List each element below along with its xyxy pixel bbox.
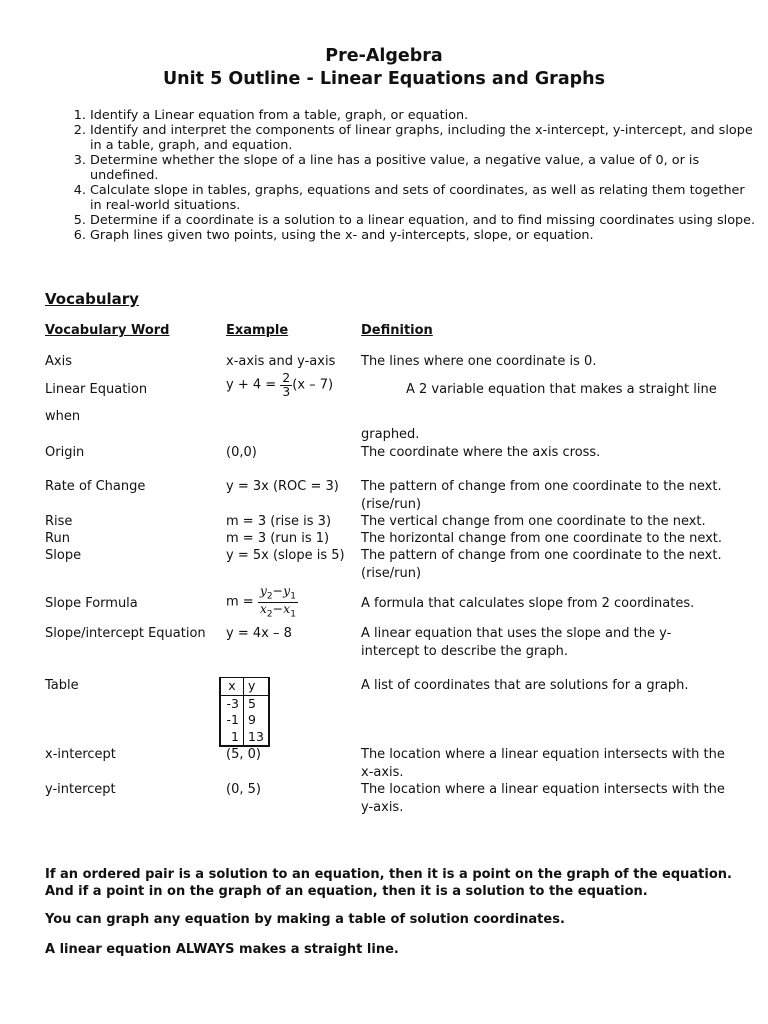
example-suffix: (x – 7): [292, 377, 334, 393]
vocab-word: Axis: [45, 354, 72, 369]
table-cell-x: -1: [220, 712, 244, 729]
objectives-list: [48, 108, 760, 243]
objective-item: 6. Graph lines given two points, using the x- and y-intercepts, slope, or equation.: [90, 228, 760, 243]
column-header-word: Vocabulary Word: [45, 323, 170, 338]
table-row: [220, 695, 269, 712]
vocab-definition: The vertical change from one coordinate to the next.: [361, 514, 706, 529]
fraction-denominator: 3: [282, 383, 291, 399]
table-row: [220, 712, 269, 729]
table-cell-x: -3: [220, 695, 244, 712]
vocab-definition: The pattern of change from one coordinate to the next. (rise/run): [361, 479, 722, 512]
objective-item: 5. Determine if a coordinate is a solution to a linear equation, and to find missing coordinates using slope.: [90, 213, 760, 228]
vocab-example: y = 4x – 8: [226, 626, 292, 641]
objective-item: 3. Determine whether the slope of a line has a positive value, a negative value, a value of 0, or is undefined.: [90, 153, 760, 183]
vocab-example: [226, 372, 333, 398]
page-subtitle: Unit 5 Outline - Linear Equations and Graphs: [162, 69, 606, 89]
vocab-word: Table: [45, 678, 79, 693]
vocab-definition: A list of coordinates that are solutions for a graph.: [361, 678, 689, 693]
vocab-definition: The lines where one coordinate is 0.: [361, 354, 597, 369]
table-cell-x: 1: [220, 729, 244, 747]
vocab-definition-continued: graphed.: [361, 427, 420, 442]
vocab-word: Rise: [45, 514, 73, 529]
table-header-row: [220, 678, 269, 696]
vocab-word: x-intercept: [45, 747, 116, 762]
table-cell-y: 5: [248, 695, 256, 711]
vocab-example: (5, 0): [226, 747, 261, 762]
vocab-definition: The coordinate where the axis cross.: [361, 445, 601, 460]
vocab-example: m = 3 (rise is 3): [226, 514, 332, 529]
column-header-example: Example: [226, 323, 289, 338]
vocab-example: x-axis and y-axis: [226, 354, 336, 369]
example-prefix: y + 4 =: [226, 377, 277, 393]
fraction-numerator: $y_2-y_1$: [259, 583, 296, 602]
vocab-definition: The location where a linear equation intersects with the x-axis.: [361, 747, 725, 780]
vocab-word: Slope: [45, 548, 82, 563]
table-cell-y: 9: [248, 712, 256, 727]
vocab-word-continued: when: [45, 409, 81, 424]
vocab-word: Origin: [45, 445, 85, 460]
objective-item: 4. Calculate slope in tables, graphs, equations and sets of coordinates, as well as relating them together in real-world situations.: [90, 183, 760, 213]
table-header-y: y: [244, 678, 270, 696]
coordinate-table: [219, 677, 270, 747]
vocab-definition: A 2 variable equation that makes a straight line: [406, 382, 717, 397]
vocab-example: (0, 5): [226, 782, 261, 797]
vocab-example: y = 3x (ROC = 3): [226, 479, 339, 494]
fraction-denominator: $x_2-x_1$: [259, 600, 296, 619]
vocabulary-section-title: Vocabulary: [45, 290, 139, 308]
vocab-word: Run: [45, 531, 70, 546]
vocab-word: Slope/intercept Equation: [45, 626, 206, 641]
table-cell-y: 13: [248, 728, 264, 744]
note-straight-line: A linear equation ALWAYS makes a straight line.: [45, 942, 399, 957]
vocab-definition: The pattern of change from one coordinate to the next. (rise/run): [361, 548, 722, 581]
objective-item: 1. Identify a Linear equation from a table, graph, or equation.: [90, 108, 760, 123]
page-title: Pre-Algebra: [325, 46, 443, 66]
example-prefix: m =: [226, 594, 254, 610]
vocab-definition: A linear equation that uses the slope and the y-intercept to describe the graph.: [361, 626, 672, 659]
vocab-word: Slope Formula: [45, 596, 138, 611]
vocab-example: (0,0): [226, 445, 257, 460]
vocab-definition: The location where a linear equation intersects with the y-axis.: [361, 782, 725, 815]
fraction: [280, 372, 292, 398]
column-header-definition: Definition: [361, 323, 433, 338]
vocab-example: y = 5x (slope is 5): [226, 548, 345, 563]
table-row: [220, 729, 269, 747]
fraction-numerator: 2: [282, 370, 291, 385]
table-header-x: x: [220, 678, 244, 696]
slope-formula-fraction: [258, 585, 298, 619]
vocab-example: [226, 585, 298, 619]
vocab-word: Linear Equation: [45, 382, 148, 397]
objective-item: 2. Identify and interpret the components of linear graphs, including the x-intercept, y-intercept, and slope in a table, graph, and equation.: [90, 123, 760, 153]
vocab-example: m = 3 (run is 1): [226, 531, 330, 546]
vocab-definition: A formula that calculates slope from 2 coordinates.: [361, 596, 695, 611]
vocab-word: y-intercept: [45, 782, 116, 797]
note-graph-table: You can graph any equation by making a table of solution coordinates.: [45, 912, 565, 927]
vocab-word: Rate of Change: [45, 479, 146, 494]
vocab-definition: The horizontal change from one coordinate to the next.: [361, 531, 723, 546]
note-ordered-pair: If an ordered pair is a solution to an equation, then it is a point on the graph of the equation. And if a point in on the graph of an equation, then it is a solution to the equation.: [45, 867, 732, 899]
